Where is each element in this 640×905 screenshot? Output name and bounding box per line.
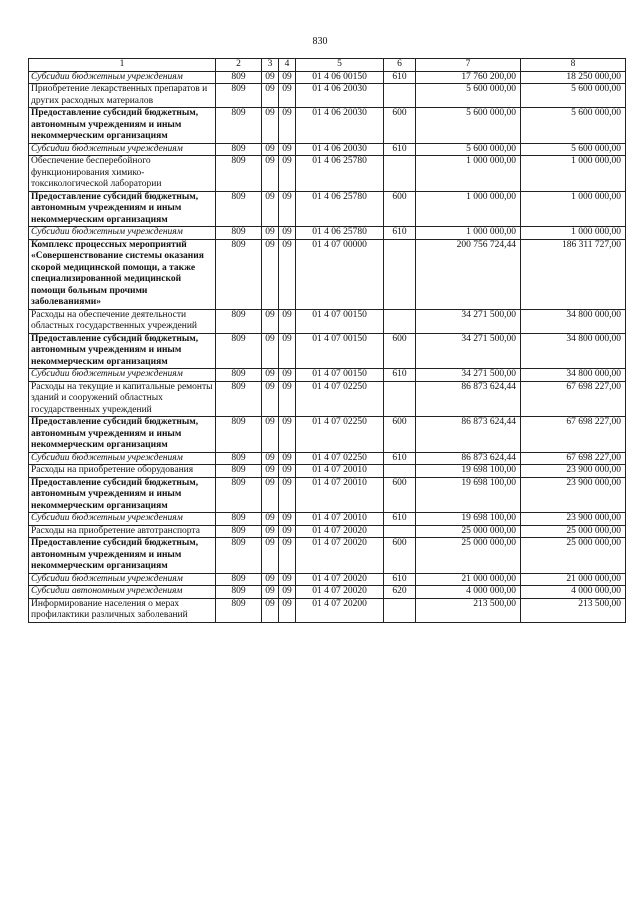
table-row: [29, 239, 626, 309]
row-subsection-code: 09: [279, 477, 296, 513]
row-section-code: 09: [262, 477, 279, 513]
table-row: [29, 586, 626, 599]
row-subsection-code: 09: [279, 417, 296, 453]
row-expense-type: 600: [384, 108, 416, 144]
row-expense-type: 610: [384, 71, 416, 84]
row-name-cell: Субсидии бюджетным учреждениям: [29, 573, 216, 586]
row-subsection-code: 09: [279, 333, 296, 369]
row-ministry-code: 809: [216, 369, 262, 382]
row-section-code: 09: [262, 465, 279, 478]
row-expense-type: 600: [384, 477, 416, 513]
row-subsection-code: 09: [279, 381, 296, 417]
table-row: [29, 227, 626, 240]
row-subsection-code: 09: [279, 598, 296, 622]
table-body: [29, 71, 626, 622]
row-section-code: 09: [262, 381, 279, 417]
table-row: [29, 465, 626, 478]
row-name-cell: Расходы на текущие и капитальные ремонты зданий и сооружений областных государственных учреждений: [29, 381, 216, 417]
row-ministry-code: 809: [216, 333, 262, 369]
table-row: [29, 525, 626, 538]
table-row: [29, 309, 626, 333]
row-name-cell: Предоставление субсидий бюджетным, автономным учреждениям и иным некоммерческим организациям: [29, 417, 216, 453]
row-section-code: 09: [262, 143, 279, 156]
row-ministry-code: 809: [216, 525, 262, 538]
table-row: [29, 573, 626, 586]
row-name-cell: Субсидии бюджетным учреждениям: [29, 143, 216, 156]
row-subsection-code: 09: [279, 309, 296, 333]
row-section-code: 09: [262, 84, 279, 108]
row-subsection-code: 09: [279, 143, 296, 156]
row-expense-type: [384, 156, 416, 192]
row-name-cell: Субсидии бюджетным учреждениям: [29, 369, 216, 382]
row-expense-type: [384, 598, 416, 622]
row-target-article: 01 4 06 20030: [296, 84, 384, 108]
row-ministry-code: 809: [216, 309, 262, 333]
row-ministry-code: 809: [216, 381, 262, 417]
row-target-article: 01 4 06 25780: [296, 156, 384, 192]
row-amount-year2: 67 698 227,00: [521, 417, 626, 453]
row-amount-year1: 25 000 000,00: [416, 538, 521, 574]
table-row: [29, 513, 626, 526]
row-expense-type: 600: [384, 538, 416, 574]
row-expense-type: 610: [384, 573, 416, 586]
row-amount-year1: 4 000 000,00: [416, 586, 521, 599]
row-section-code: 09: [262, 513, 279, 526]
row-amount-year1: 21 000 000,00: [416, 573, 521, 586]
row-amount-year1: 1 000 000,00: [416, 191, 521, 227]
row-amount-year1: 5 600 000,00: [416, 84, 521, 108]
row-expense-type: [384, 381, 416, 417]
row-amount-year1: 200 756 724,44: [416, 239, 521, 309]
row-amount-year2: 34 800 000,00: [521, 333, 626, 369]
row-section-code: 09: [262, 573, 279, 586]
row-subsection-code: 09: [279, 227, 296, 240]
row-target-article: 01 4 06 00150: [296, 71, 384, 84]
row-target-article: 01 4 07 20020: [296, 525, 384, 538]
row-amount-year1: 34 271 500,00: [416, 309, 521, 333]
row-expense-type: 610: [384, 143, 416, 156]
row-amount-year2: 18 250 000,00: [521, 71, 626, 84]
row-ministry-code: 809: [216, 84, 262, 108]
row-ministry-code: 809: [216, 598, 262, 622]
row-amount-year1: 5 600 000,00: [416, 108, 521, 144]
row-amount-year1: 19 698 100,00: [416, 513, 521, 526]
row-subsection-code: 09: [279, 513, 296, 526]
row-amount-year1: 1 000 000,00: [416, 227, 521, 240]
table-row: [29, 191, 626, 227]
table-row: [29, 538, 626, 574]
row-section-code: 09: [262, 417, 279, 453]
row-expense-type: 620: [384, 586, 416, 599]
row-subsection-code: 09: [279, 84, 296, 108]
row-name-cell: Предоставление субсидий бюджетным, автономным учреждениям и иным некоммерческим организациям: [29, 333, 216, 369]
table-row: [29, 598, 626, 622]
header-col-3: 3: [262, 59, 279, 72]
row-amount-year1: 86 873 624,44: [416, 452, 521, 465]
row-name-cell: Информирование населения о мерах профилактики различных заболеваний: [29, 598, 216, 622]
row-name-cell: Предоставление субсидий бюджетным, автономным учреждениям и иным некоммерческим организациям: [29, 191, 216, 227]
row-subsection-code: 09: [279, 465, 296, 478]
row-target-article: 01 4 07 02250: [296, 381, 384, 417]
row-ministry-code: 809: [216, 239, 262, 309]
row-expense-type: [384, 84, 416, 108]
row-target-article: 01 4 07 20010: [296, 513, 384, 526]
row-amount-year2: 23 900 000,00: [521, 465, 626, 478]
row-expense-type: 610: [384, 369, 416, 382]
row-ministry-code: 809: [216, 465, 262, 478]
row-expense-type: 610: [384, 227, 416, 240]
row-subsection-code: 09: [279, 239, 296, 309]
row-section-code: 09: [262, 227, 279, 240]
row-ministry-code: 809: [216, 227, 262, 240]
row-amount-year1: 86 873 624,44: [416, 417, 521, 453]
table-row: [29, 417, 626, 453]
table-row: [29, 156, 626, 192]
row-expense-type: 600: [384, 333, 416, 369]
row-subsection-code: 09: [279, 369, 296, 382]
row-target-article: 01 4 07 20020: [296, 573, 384, 586]
budget-table: [28, 58, 626, 623]
row-expense-type: [384, 239, 416, 309]
row-amount-year2: 5 600 000,00: [521, 108, 626, 144]
row-target-article: 01 4 07 00150: [296, 369, 384, 382]
row-target-article: 01 4 07 20200: [296, 598, 384, 622]
row-name-cell: Субсидии бюджетным учреждениям: [29, 71, 216, 84]
header-col-8: 8: [521, 59, 626, 72]
row-target-article: 01 4 07 20010: [296, 465, 384, 478]
row-name-cell: Расходы на приобретение оборудования: [29, 465, 216, 478]
row-ministry-code: 809: [216, 573, 262, 586]
row-amount-year2: 1 000 000,00: [521, 156, 626, 192]
row-name-cell: Субсидии бюджетным учреждениям: [29, 513, 216, 526]
row-target-article: 01 4 07 00150: [296, 309, 384, 333]
page-number: 830: [312, 36, 328, 47]
row-section-code: 09: [262, 333, 279, 369]
row-subsection-code: 09: [279, 156, 296, 192]
row-amount-year1: 86 873 624,44: [416, 381, 521, 417]
row-target-article: 01 4 06 20030: [296, 143, 384, 156]
header-col-5: 5: [296, 59, 384, 72]
row-expense-type: [384, 465, 416, 478]
row-name-cell: Расходы на приобретение автотранспорта: [29, 525, 216, 538]
row-target-article: 01 4 06 25780: [296, 191, 384, 227]
row-ministry-code: 809: [216, 417, 262, 453]
row-section-code: 09: [262, 309, 279, 333]
table-row: [29, 84, 626, 108]
row-amount-year1: 25 000 000,00: [416, 525, 521, 538]
row-amount-year1: 5 600 000,00: [416, 143, 521, 156]
row-ministry-code: 809: [216, 156, 262, 192]
row-section-code: 09: [262, 71, 279, 84]
row-amount-year2: 67 698 227,00: [521, 452, 626, 465]
row-ministry-code: 809: [216, 477, 262, 513]
row-amount-year2: 5 600 000,00: [521, 143, 626, 156]
row-ministry-code: 809: [216, 538, 262, 574]
row-expense-type: 610: [384, 452, 416, 465]
row-ministry-code: 809: [216, 191, 262, 227]
row-section-code: 09: [262, 191, 279, 227]
row-amount-year2: 34 800 000,00: [521, 369, 626, 382]
row-name-cell: Предоставление субсидий бюджетным, автономным учреждениям и иным некоммерческим организациям: [29, 108, 216, 144]
row-amount-year2: 5 600 000,00: [521, 84, 626, 108]
row-target-article: 01 4 06 20030: [296, 108, 384, 144]
table-row: [29, 333, 626, 369]
row-section-code: 09: [262, 538, 279, 574]
row-ministry-code: 809: [216, 71, 262, 84]
row-section-code: 09: [262, 598, 279, 622]
table-row: [29, 477, 626, 513]
row-amount-year2: 186 311 727,00: [521, 239, 626, 309]
row-amount-year1: 1 000 000,00: [416, 156, 521, 192]
row-target-article: 01 4 06 25780: [296, 227, 384, 240]
row-amount-year2: 213 500,00: [521, 598, 626, 622]
row-amount-year2: 23 900 000,00: [521, 477, 626, 513]
table-row: [29, 71, 626, 84]
header-col-6: 6: [384, 59, 416, 72]
row-name-cell: Субсидии автономным учреждениям: [29, 586, 216, 599]
table-row: [29, 143, 626, 156]
row-amount-year1: 17 760 200,00: [416, 71, 521, 84]
row-expense-type: 600: [384, 191, 416, 227]
row-amount-year2: 21 000 000,00: [521, 573, 626, 586]
row-ministry-code: 809: [216, 586, 262, 599]
row-subsection-code: 09: [279, 586, 296, 599]
row-section-code: 09: [262, 156, 279, 192]
row-name-cell: Субсидии бюджетным учреждениям: [29, 227, 216, 240]
header-col-7: 7: [416, 59, 521, 72]
row-amount-year1: 34 271 500,00: [416, 369, 521, 382]
table-row: [29, 452, 626, 465]
row-section-code: 09: [262, 586, 279, 599]
row-expense-type: 610: [384, 513, 416, 526]
row-amount-year2: 1 000 000,00: [521, 227, 626, 240]
row-name-cell: Обеспечение бесперебойного функционирования химико-токсикологической лаборатории: [29, 156, 216, 192]
row-amount-year2: 34 800 000,00: [521, 309, 626, 333]
row-section-code: 09: [262, 239, 279, 309]
row-amount-year1: 213 500,00: [416, 598, 521, 622]
row-subsection-code: 09: [279, 452, 296, 465]
row-name-cell: Предоставление субсидий бюджетным, автономным учреждениям и иным некоммерческим организациям: [29, 538, 216, 574]
row-amount-year2: 23 900 000,00: [521, 513, 626, 526]
row-subsection-code: 09: [279, 191, 296, 227]
row-section-code: 09: [262, 525, 279, 538]
row-amount-year2: 67 698 227,00: [521, 381, 626, 417]
row-name-cell: Приобретение лекарственных препаратов и других расходных материалов: [29, 84, 216, 108]
row-ministry-code: 809: [216, 452, 262, 465]
row-ministry-code: 809: [216, 108, 262, 144]
row-name-cell: Субсидии бюджетным учреждениям: [29, 452, 216, 465]
table-row: [29, 108, 626, 144]
row-amount-year1: 19 698 100,00: [416, 477, 521, 513]
row-expense-type: 600: [384, 417, 416, 453]
row-amount-year1: 19 698 100,00: [416, 465, 521, 478]
row-target-article: 01 4 07 20020: [296, 586, 384, 599]
table-row: [29, 369, 626, 382]
header-col-2: 2: [216, 59, 262, 72]
row-subsection-code: 09: [279, 71, 296, 84]
header-col-1: 1: [29, 59, 216, 72]
row-section-code: 09: [262, 369, 279, 382]
row-amount-year2: 25 000 000,00: [521, 538, 626, 574]
row-target-article: 01 4 07 00150: [296, 333, 384, 369]
row-subsection-code: 09: [279, 538, 296, 574]
row-target-article: 01 4 07 20010: [296, 477, 384, 513]
row-name-cell: Предоставление субсидий бюджетным, автономным учреждениям и иным некоммерческим организациям: [29, 477, 216, 513]
row-target-article: 01 4 07 02250: [296, 452, 384, 465]
row-target-article: 01 4 07 00000: [296, 239, 384, 309]
row-subsection-code: 09: [279, 573, 296, 586]
row-section-code: 09: [262, 108, 279, 144]
row-target-article: 01 4 07 20020: [296, 538, 384, 574]
row-ministry-code: 809: [216, 513, 262, 526]
row-section-code: 09: [262, 452, 279, 465]
row-ministry-code: 809: [216, 143, 262, 156]
row-subsection-code: 09: [279, 108, 296, 144]
header-col-4: 4: [279, 59, 296, 72]
row-target-article: 01 4 07 02250: [296, 417, 384, 453]
table-row: [29, 381, 626, 417]
row-expense-type: [384, 525, 416, 538]
row-expense-type: [384, 309, 416, 333]
row-amount-year1: 34 271 500,00: [416, 333, 521, 369]
row-name-cell: Расходы на обеспечение деятельности областных государственных учреждений: [29, 309, 216, 333]
row-amount-year2: 4 000 000,00: [521, 586, 626, 599]
row-name-cell: Комплекс процессных мероприятий «Совершенствование системы оказания скорой медицинской помощи, а также специализированной медицинской помощи больным прочими заболеваниями»: [29, 239, 216, 309]
row-subsection-code: 09: [279, 525, 296, 538]
row-amount-year2: 1 000 000,00: [521, 191, 626, 227]
header-row: [29, 59, 626, 72]
row-amount-year2: 25 000 000,00: [521, 525, 626, 538]
